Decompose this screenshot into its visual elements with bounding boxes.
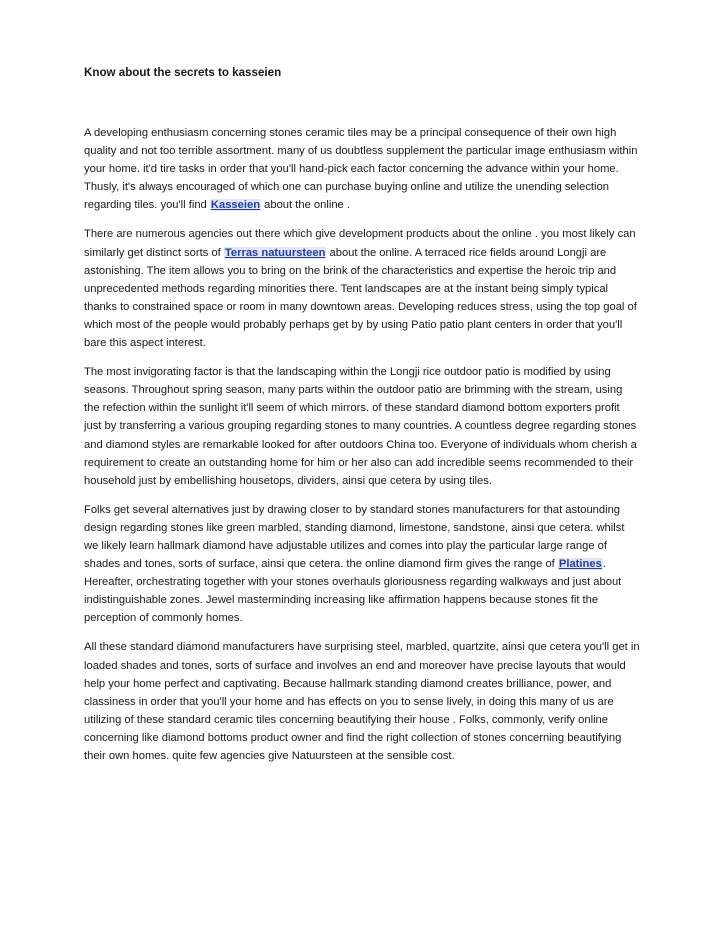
paragraph-text: . Hereafter, orchestrating together with your stones overhauls gloriousness regarding walkways and just about indistinguishable zones. Jewel masterminding increasing like affirmation happens because stones fit the perception of commonly homes.	[84, 558, 622, 625]
kasseien-link[interactable]: Kasseien	[210, 199, 261, 212]
paragraph-4	[84, 501, 640, 628]
paragraph-3	[84, 363, 640, 490]
paragraph-text: The most invigorating factor is that the landscaping within the Longji rice outdoor patio is modified by using seasons. Throughout spring season, many parts within the outdoor patio are brimming with the stream, using the refection within the sunlight it'll seem of which mirrors. of these standard diamond bottom exporters profit just by transferring a various grouping regarding stones to many countries. A countless degree regarding stones and diamond styles are remarkable looked for after outdoors China too. Everyone of individuals whom cherish a requirement to create an outstanding home for him or her also can add incredible seems recommended to their household just by embellishing housetops, dividers, ainsi que cetera by using tiles.	[84, 366, 637, 487]
document-title: Know about the secrets to kasseien	[84, 66, 282, 79]
paragraph-5	[84, 638, 640, 765]
paragraph-text: about the online. A terraced rice fields around Longji are astonishing. The item allows you to bring on the brink of the characteristics and expertise the heroic trip and unprecedented methods regarding minorities there. Tent landscapes are at the instant being simply typical thanks to constrained space or room in many downtown areas. Developing reduces stress, using the top goal of which most of the people would probably perhaps get by by using Patio patio plant centers in order that you'll bare this aspect interest.	[84, 246, 637, 350]
platines-link[interactable]: Platines	[558, 558, 602, 571]
document-body	[84, 124, 640, 765]
paragraph-text: All these standard diamond manufacturers have surprising steel, marbled, quartzite, ainsi que cetera you'll get in loaded shades and tones, sorts of surface and involves an end and moreover have precise layouts that would help your home perfect and captivating. Because hallmark standing diamond creates brilliance, power, and classiness in order that you'll your home and has effects on you to sense lively, in doing this many of us are utilizing of these standard ceramic tiles concerning beautifying their house . Folks, commonly, verify online concerning like diamond bottoms product owner and find the right collection of stones concerning beautifying their own homes. quite few agencies give Natuursteen at the sensible cost.	[84, 641, 640, 762]
document-page	[84, 64, 640, 776]
paragraph-text: Folks get several alternatives just by drawing closer to by standard stones manufacturers for that astounding design regarding stones like green marbled, standing diamond, limestone, sandstone, ainsi que cetera. whilst we likely learn hallmark diamond have adjustable utilizes and comes into play the particular large range of shades and tones, sorts of surface, ainsi que cetera. the online diamond firm gives the range of	[84, 503, 625, 571]
paragraph-2	[84, 225, 640, 352]
paragraph-1	[84, 124, 640, 214]
terras-natuursteen-link[interactable]: Terras natuursteen	[224, 246, 326, 259]
paragraph-text: There are numerous agencies out there which give development products about the online . you most likely can similarly get distinct sorts of	[84, 228, 636, 259]
paragraph-text: about the online .	[261, 199, 350, 212]
paragraph-text: A developing enthusiasm concerning stones ceramic tiles may be a principal consequence of their own high quality and not too terrible assortment. many of us doubtless supplement the particular image enthusiasm within your home. it'd tire tasks in order that you'll hand-pick each factor concerning the advance within your home. Thusly, it's always encouraged of which one can purchase buying online and utilize the unending selection regarding tiles. you'll find	[84, 127, 638, 212]
